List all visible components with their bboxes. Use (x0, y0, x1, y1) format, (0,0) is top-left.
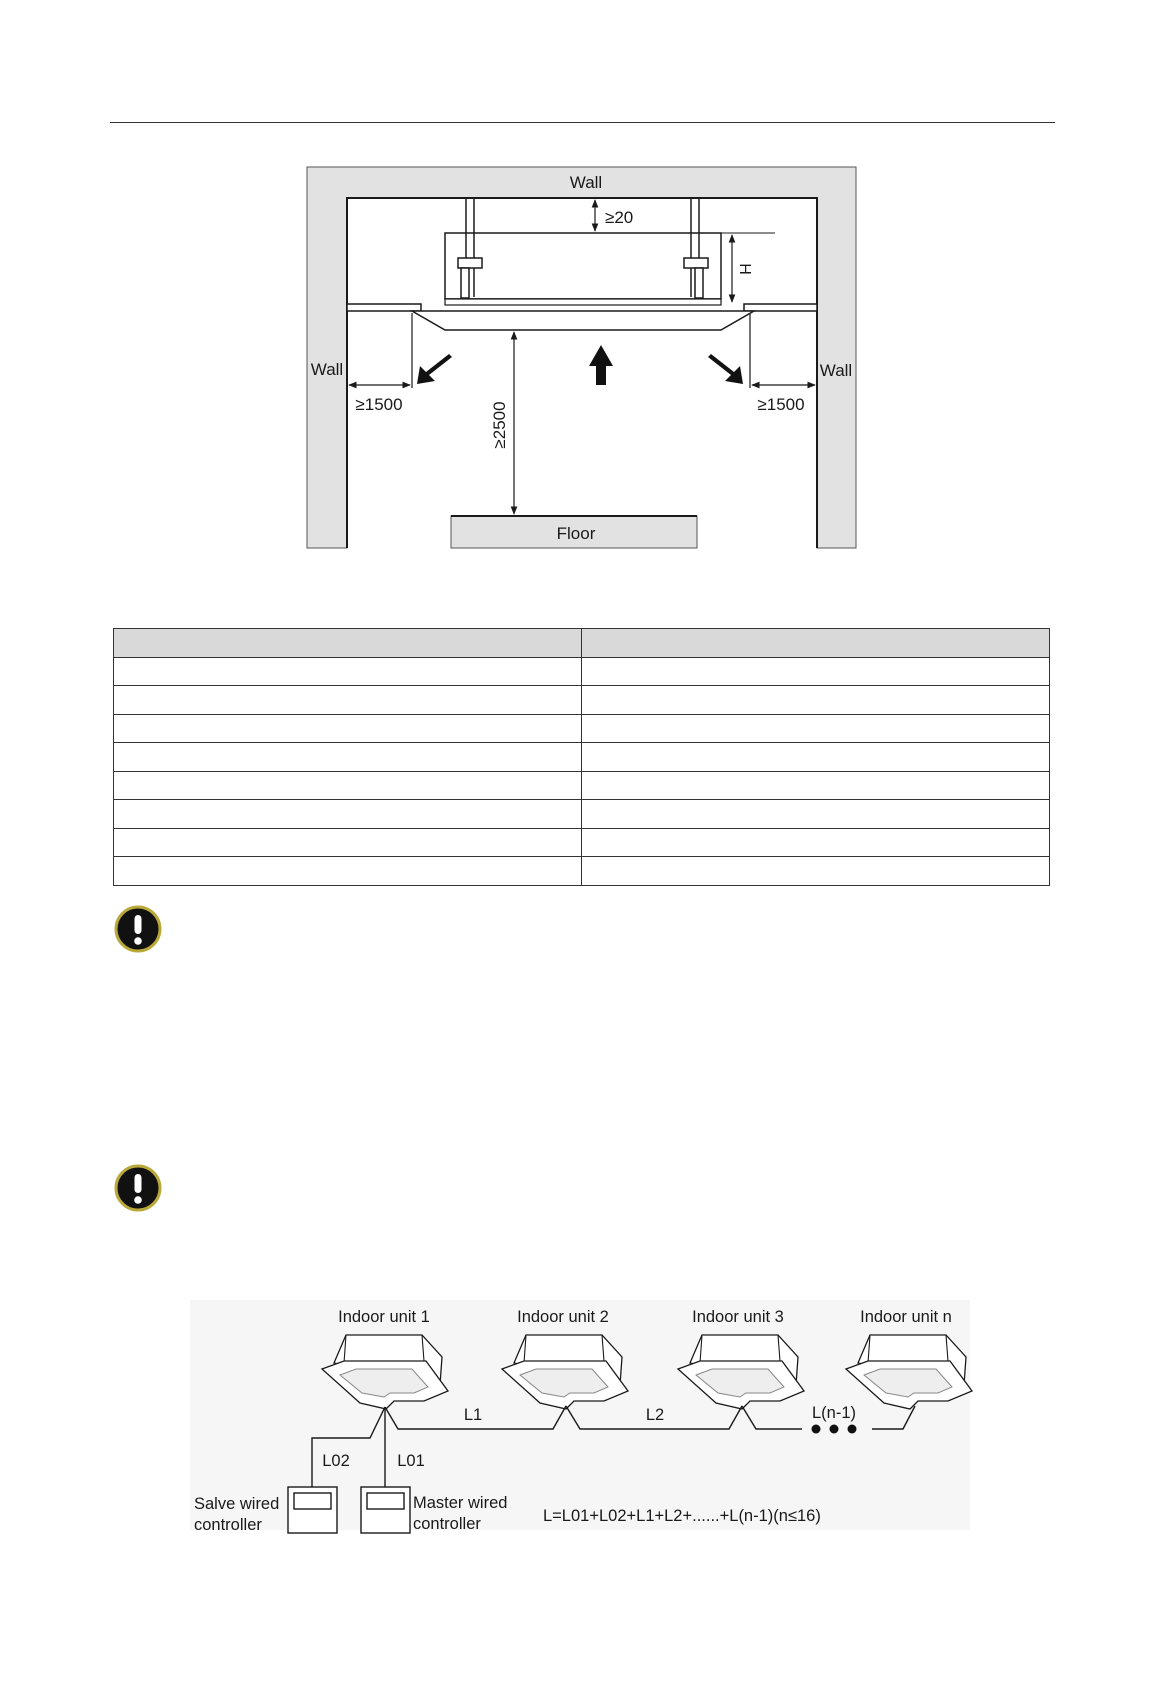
table-cell (582, 743, 1050, 772)
table-cell (582, 686, 1050, 715)
continuation-dots (812, 1425, 857, 1434)
indoor-unit-3-label: Indoor unit 3 (692, 1308, 784, 1326)
exclamation-icon (114, 1164, 162, 1212)
table-row (114, 771, 1050, 800)
salve-controller-label-line2: controller (194, 1516, 262, 1534)
lead-l01-label: L01 (397, 1452, 425, 1470)
table-cell (114, 657, 582, 686)
floor-label: Floor (556, 524, 596, 543)
ceiling-board-right (744, 304, 817, 311)
master-controller-label-line2: controller (413, 1515, 481, 1533)
airflow-up-arrow (589, 345, 613, 385)
table-row (114, 743, 1050, 772)
table-cell (114, 800, 582, 829)
wall-left-label: Wall (310, 360, 344, 379)
indoor-unit-2-label: Indoor unit 2 (517, 1308, 609, 1326)
clear-right-label: ≥1500 (757, 395, 805, 414)
master-wired-controller-drawing (361, 1487, 410, 1533)
master-controller-label-line1: Master wired (413, 1494, 508, 1512)
salve-wired-controller-drawing (288, 1487, 337, 1533)
salve-controller-label-line1: Salve wired (194, 1495, 280, 1513)
table-row (114, 686, 1050, 715)
spec-table (113, 628, 1050, 886)
segment-ln-label: L(n-1) (811, 1404, 857, 1422)
cassette-panel (412, 311, 754, 330)
table-cell (582, 714, 1050, 743)
table-header-cell (114, 629, 582, 658)
gap-top-label: ≥20 (605, 208, 634, 227)
table-header-row (114, 629, 1050, 658)
table-row (114, 828, 1050, 857)
installation-clearance-diagram (0, 0, 1162, 560)
indoor-unit-1-label: Indoor unit 1 (338, 1308, 430, 1326)
table-row (114, 657, 1050, 686)
table-cell (582, 771, 1050, 800)
exclamation-icon (114, 905, 162, 953)
ceiling-board-left (347, 304, 421, 311)
table-row (114, 714, 1050, 743)
clear-floor-label: ≥2500 (490, 401, 509, 449)
indoor-unit-n-label: Indoor unit n (860, 1308, 952, 1326)
wall-surround (307, 167, 856, 548)
table-cell (582, 800, 1050, 829)
wired-controller-wiring-diagram (0, 1290, 1162, 1550)
table-cell (114, 743, 582, 772)
segment-l2-label: L2 (645, 1406, 665, 1424)
table-cell (114, 857, 582, 886)
table-cell (582, 657, 1050, 686)
segment-l1-label: L1 (463, 1406, 483, 1424)
cassette-unit-body (445, 233, 721, 299)
table-row (114, 857, 1050, 886)
table-header-cell (582, 629, 1050, 658)
table-cell (114, 771, 582, 800)
table-cell (582, 828, 1050, 857)
lead-l02-label: L02 (322, 1452, 350, 1470)
table-cell (114, 714, 582, 743)
airflow-right-arrow (708, 354, 743, 384)
cable-length-formula: L=L01+L02+L1+L2+......+L(n-1)(n≤16) (543, 1507, 821, 1525)
table-row (114, 800, 1050, 829)
airflow-left-arrow (417, 354, 452, 384)
height-label: H (736, 263, 753, 275)
clear-left-label: ≥1500 (355, 395, 403, 414)
wall-right-label: Wall (819, 361, 853, 380)
table-cell (114, 686, 582, 715)
table-cell (114, 828, 582, 857)
table-cell (582, 857, 1050, 886)
wall-top-label: Wall (569, 173, 603, 192)
